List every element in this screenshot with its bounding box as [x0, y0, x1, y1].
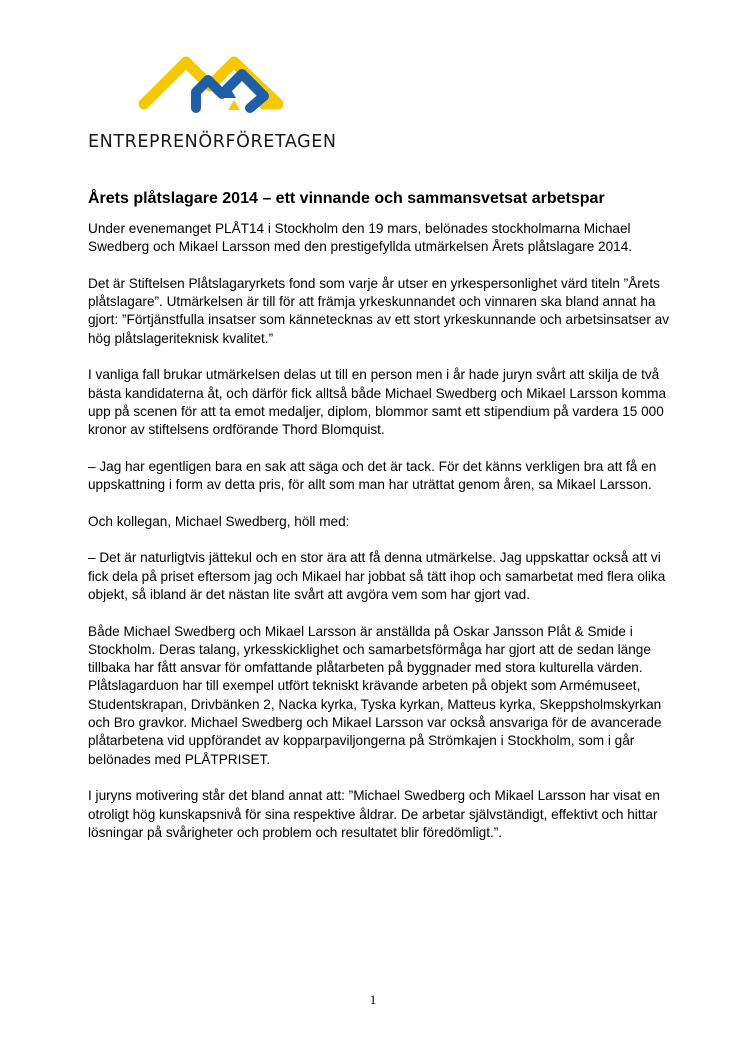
article-quote-paragraph: – Det är naturligtvis jättekul och en stor ära att få denna utmärkelse. Jag uppskattar också att vi fick dela på priset eftersom jag och Mikael har jobbat så tätt ihop och samarbetat med flera olika objekt, så ibland är det nästan lite svårt att avgöra vem som har gjort vad. — [88, 550, 666, 602]
logo-yellow-arrow — [228, 100, 240, 110]
article-title: Årets plåtslagare 2014 – ett vinnande och sammansvetsat arbetspar — [88, 190, 605, 207]
article-paragraph: Och kollegan, Michael Swedberg, höll med: — [88, 513, 350, 529]
article-quote-paragraph: – Jag har egentligen bara en sak att säga och det är tack. För det känns verkligen bra att få en uppskattning i form av detta pris, för allt som man har uträttat genom åren, sa Mikael Larsson. — [88, 458, 657, 493]
page-number: 1 — [369, 992, 377, 1007]
entreprenorforetagen-logo — [138, 48, 288, 118]
brand-name: ENTREPRENÖRFÖRETAGEN — [88, 132, 337, 152]
article-paragraph: Det är Stiftelsen Plåtslagaryrkets fond som varje år utser en yrkespersonlighet värd titeln ”Årets plåtslagare”. Utmärkelsen är till för att främja yrkeskunnandet och vinnaren ska bland annat ha gjort: ”Förtjänstfulla insatser som kännetecknas av ett stort yrkeskunnande och arbetsinsatser av hög plåtslageriteknisk kvalitet.” — [88, 275, 670, 346]
article-paragraph: Under evenemanget PLÅT14 i Stockholm den 19 mars, belönades stockholmarna Michael Swedberg och Mikael Larsson med den prestigefyllda utmärkelsen Årets plåtslagare 2014. — [88, 221, 633, 255]
article-paragraph: I vanliga fall brukar utmärkelsen delas ut till en person men i år hade juryn svårt att skilja de två bästa kandidaterna åt, och därför fick alltså både Michael Swedberg och Mikael Larsson komma upp på scenen för att ta emot medaljer, diplom, blommor samt ett stipendium på vardera 15 000 kronor av stiftelsens ordförande Thord Blomquist. — [88, 367, 667, 438]
article-paragraph: Både Michael Swedberg och Mikael Larsson är anställda på Oskar Jansson Plåt & Smide i Stockholm. Deras talang, yrkesskicklighet och samarbetsförmåga har gjort att de sedan länge tillbaka har fått ansvar för omfattande plåtarbeten på byggnader med stora kulturella värden. Plåtslagarduon har till exempel utfört tekniskt krävande arbeten på objekt som Armémuseet, Studentskrapan, Drivbänken 2, Nacka kyrka, Tyska kyrkan, Matteus kyrka, Skeppsholmskyrkan och Bro gravkor. Michael Swedberg och Mikael Larsson var också ansvariga för de avancerade plåtarbetena vid uppförandet av kopparpaviljongerna på Strömkajen i Stockholm, som i går belönades med PLÅTPRISET. — [88, 623, 662, 767]
article-paragraph: I juryns motivering står det bland annat att: ”Michael Swedberg och Mikael Larsson har visat en otroligt hög kunskapsnivå för sina respektive åldrar. De arbetar självständigt, effektivt och hittar lösningar på svårigheter och problem och resultatet blir föredömligt.”. — [88, 788, 660, 840]
article-body — [88, 220, 670, 860]
